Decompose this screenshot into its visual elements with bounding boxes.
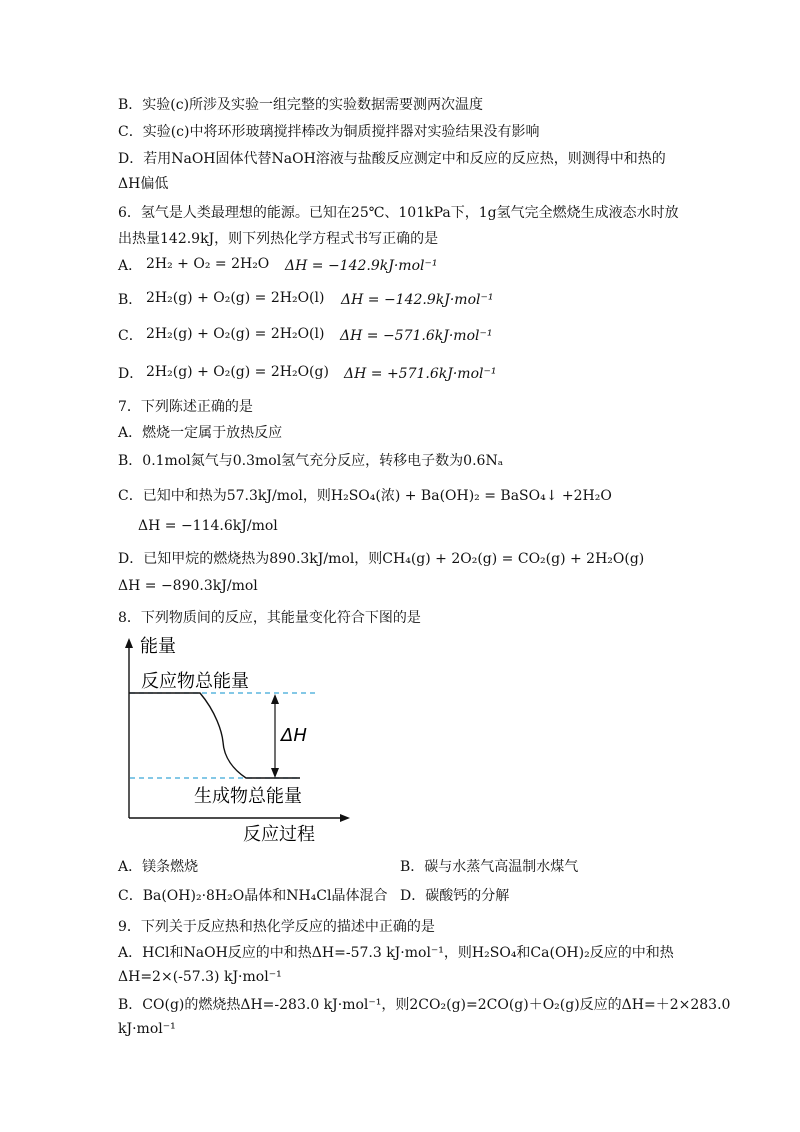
q6-option-c-label: C． bbox=[118, 328, 143, 344]
q9-stem: 9．下列关于反应热和热化学反应的描述中正确的是 bbox=[118, 919, 435, 935]
q6-option-a-dh: ΔH = −142.9kJ·mol⁻¹ bbox=[285, 258, 438, 274]
q6-stem-line1: 6．氢气是人类最理想的能源。已知在25℃、101kPa下，1g氢气完全燃烧生成液态水时放 bbox=[118, 205, 679, 221]
q7-stem: 7．下列陈述正确的是 bbox=[118, 399, 253, 415]
q6-stem-line2: 出热量142.9kJ，则下列热化学方程式书写正确的是 bbox=[118, 231, 439, 247]
q7-option-d-line2: ΔH = −890.3kJ/mol bbox=[118, 578, 258, 594]
q6-option-b-dh: ΔH = −142.9kJ·mol⁻¹ bbox=[341, 292, 494, 308]
q8-stem: 8．下列物质间的反应，其能量变化符合下图的是 bbox=[118, 610, 421, 626]
q5-option-d-line1: D．若用NaOH固体代替NaOH溶液与盐酸反应测定中和反应的反应热，则测得中和热的 bbox=[118, 151, 666, 167]
q9-option-b-line2: kJ·mol⁻¹ bbox=[118, 1021, 176, 1037]
q6-option-a-label: A． bbox=[118, 258, 143, 274]
q8-option-b: B．碳与水蒸气高温制水煤气 bbox=[400, 859, 579, 875]
q7-option-b: B．0.1mol氮气与0.3mol氢气充分反应，转移电子数为0.6Nₐ bbox=[118, 453, 504, 469]
energy-diagram bbox=[118, 632, 358, 847]
product-energy-label: 生成物总能量 bbox=[194, 786, 302, 807]
x-axis-label: 反应过程 bbox=[243, 824, 315, 845]
q6-option-d-dh: ΔH = +571.6kJ·mol⁻¹ bbox=[344, 366, 497, 382]
q8-option-c: C．Ba(OH)₂·8H₂O晶体和NH₄Cl晶体混合 bbox=[118, 888, 388, 904]
q7-option-c-line2: ΔH = −114.6kJ/mol bbox=[138, 518, 278, 534]
q5-option-d-line2: ΔH偏低 bbox=[118, 176, 169, 192]
q6-option-b-equation: 2H₂(g) + O₂(g) = 2H₂O(l) bbox=[146, 290, 325, 306]
q9-option-a-line2: ΔH=2×(-57.3) kJ·mol⁻¹ bbox=[118, 969, 282, 985]
q6-option-b-label: B． bbox=[118, 292, 143, 308]
y-axis-arrow bbox=[125, 638, 133, 648]
q7-option-d-line1: D．已知甲烷的燃烧热为890.3kJ/mol，则CH₄(g) + 2O₂(g) = CO₂(g) + 2H₂O(g) bbox=[118, 551, 645, 567]
dh-label: ΔH bbox=[281, 725, 307, 746]
q6-option-d-equation: 2H₂(g) + O₂(g) = 2H₂O(g) bbox=[146, 364, 329, 380]
q5-option-b: B．实验(c)所涉及实验一组完整的实验数据需要测两次温度 bbox=[118, 97, 484, 113]
q7-option-a: A．燃烧一定属于放热反应 bbox=[118, 425, 283, 441]
q6-option-c-equation: 2H₂(g) + O₂(g) = 2H₂O(l) bbox=[146, 326, 325, 342]
q6-option-d-label: D． bbox=[118, 366, 144, 382]
energy-curve bbox=[129, 693, 300, 778]
x-axis-arrow bbox=[340, 814, 350, 822]
y-axis-label: 能量 bbox=[140, 636, 176, 657]
q9-option-a-line1: A．HCl和NaOH反应的中和热ΔH=-57.3 kJ·mol⁻¹，则H₂SO₄和Ca(OH)₂反应的中和热 bbox=[118, 945, 674, 961]
q5-option-c: C．实验(c)中将环形玻璃搅拌棒改为铜质搅拌器对实验结果没有影响 bbox=[118, 124, 540, 140]
q7-option-c-line1: C．已知中和热为57.3kJ/mol，则H₂SO₄(浓) + Ba(OH)₂ = BaSO₄↓ +2H₂O bbox=[118, 488, 612, 504]
dh-arrow-head-bottom bbox=[271, 768, 279, 778]
dh-arrow-head-top bbox=[271, 694, 279, 704]
q8-option-a: A．镁条燃烧 bbox=[118, 859, 199, 875]
reactant-energy-label: 反应物总能量 bbox=[141, 671, 249, 692]
q8-option-d: D．碳酸钙的分解 bbox=[400, 888, 510, 904]
q6-option-c-dh: ΔH = −571.6kJ·mol⁻¹ bbox=[340, 328, 493, 344]
q9-option-b-line1: B．CO(g)的燃烧热ΔH=-283.0 kJ·mol⁻¹，则2CO₂(g)=2CO(g)＋O₂(g)反应的ΔH=＋2×283.0 bbox=[118, 997, 731, 1013]
q6-option-a-equation: 2H₂ + O₂ = 2H₂O bbox=[146, 256, 270, 272]
